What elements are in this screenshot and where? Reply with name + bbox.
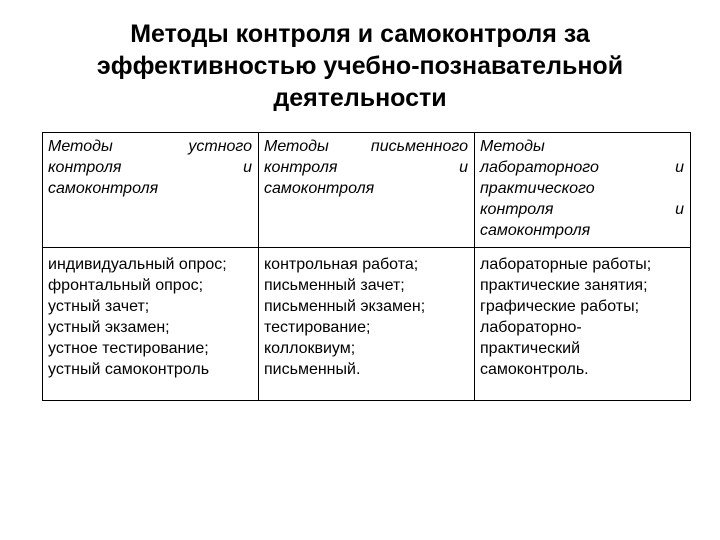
list-item: практический xyxy=(480,340,581,357)
list-item: практические занятия; xyxy=(480,277,648,294)
list-item: индивидуальный опрос; xyxy=(48,256,227,273)
list-item: фронтальный опрос; xyxy=(48,277,204,294)
list-item: письменный экзамен; xyxy=(264,298,426,315)
lab-methods-list xyxy=(475,248,691,401)
header-line: контроля и xyxy=(480,201,684,218)
header-line: Методы устного xyxy=(48,138,252,155)
list-item: устный зачет; xyxy=(48,298,150,315)
list-item: контрольная работа; xyxy=(264,256,419,273)
header-line: самоконтроля xyxy=(480,222,591,239)
header-lab-methods xyxy=(475,133,691,248)
list-item: устный экзамен; xyxy=(48,319,170,336)
list-item: тестирование; xyxy=(264,319,371,336)
list-item: лабораторные работы; xyxy=(480,256,652,273)
list-item: письменный. xyxy=(264,361,361,378)
list-item: самоконтроль. xyxy=(480,361,589,378)
header-line: контроля и xyxy=(264,159,468,176)
title-line-1: Методы контроля и самоконтроля за xyxy=(130,20,590,48)
list-item: лабораторно- xyxy=(480,319,582,336)
list-item: устный самоконтроль xyxy=(48,361,210,378)
header-line: самоконтроля xyxy=(264,180,375,197)
list-item: коллоквиум; xyxy=(264,340,356,357)
header-line: самоконтроля xyxy=(48,180,159,197)
header-oral-methods xyxy=(43,133,259,248)
written-methods-list xyxy=(259,248,475,401)
title-line-2: эффективностью учебно-познавательной xyxy=(96,52,624,80)
title-line-3: деятельности xyxy=(273,84,447,112)
header-line: контроля и xyxy=(48,159,252,176)
header-line: Методы xyxy=(480,138,545,155)
header-line: практического xyxy=(480,180,595,197)
list-item: письменный зачет; xyxy=(264,277,405,294)
list-item: графические работы; xyxy=(480,298,640,315)
methods-table xyxy=(42,132,691,401)
header-line: лабораторного и xyxy=(480,159,684,176)
header-line: Методы письменного xyxy=(264,138,468,155)
oral-methods-list xyxy=(43,248,259,401)
list-item: устное тестирование; xyxy=(48,340,209,357)
table-body-row xyxy=(43,248,691,401)
header-written-methods xyxy=(259,133,475,248)
slide-title xyxy=(40,18,680,114)
table-header-row xyxy=(43,133,691,248)
